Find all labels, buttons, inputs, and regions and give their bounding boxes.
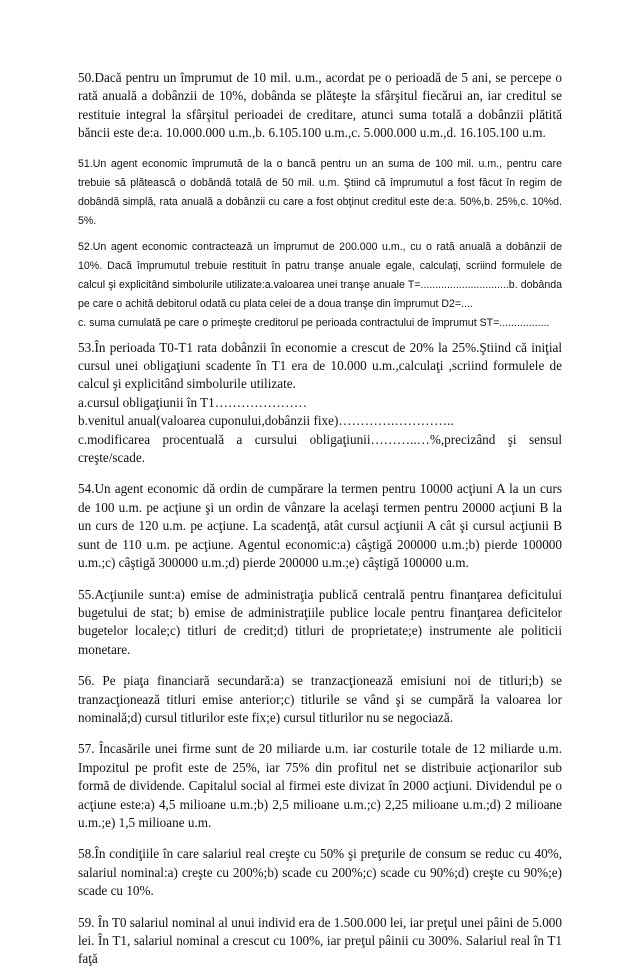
question-53-part-a: a.cursul obligaţiunii în T1………………… bbox=[78, 394, 308, 410]
question-52: 52.Un agent economic contractează un împrumut de 200.000 u.m., cu o rată anuală a dobânzii de 10%. Dacă împrumutul trebuie restituit în patru tranşe anuale egale, calculaţi, scriind formulele de calcul şi explicitând simbolurile utilizate:a.valoarea unei tranşe anuale T=..............................b. dobânda pe care o achită debitorul odată cu plata celei de a doua tranşe din împrumut D2=.... bbox=[78, 240, 562, 310]
question-56: 56. Pe piaţa financiară secundară:a) se tranzacţionează emisiuni noi de titluri;b) se tranzacţionează titluri emise anterior;c) titlurile se vând şi se cumpără la valoarea lor nominală;d) cursul titlurilor este fix;e) cursul titlurilor nu se negociază. bbox=[78, 673, 562, 725]
question-57: 57. Încasările unei firme sunt de 20 miliarde u.m. iar costurile totale de 12 miliarde u.m. Impozitul pe profit este de 25%, iar 75% din profitul net se distribuie acţionarilor sub formă de dividende. Capitalul social al firmei este divizat în 2000 acţiuni. Dividendul pe o acţiune este:a) 4,5 milioane u.m.;b) 2,5 milioane u.m.;c) 2,25 milioane u.m.;d) 2 milioane u.m.;e) 1,5 milioane u.m. bbox=[78, 741, 562, 830]
question-53-part-b: b.venitul anual(valoarea cuponului,dobânzii fixe)………….………….. bbox=[78, 413, 454, 429]
question-55: 55.Acţiunile sunt:a) emise de administraţia publică centrală pentru finanţarea deficitului bugetului de stat; b) emise de administraţiile publice locale pentru finanţarea deficitelor bugetelor locale;c) titluri de credit;d) titluri de proprietate;e) instrumente ale politicii monetare. bbox=[78, 586, 562, 657]
document-page bbox=[78, 69, 562, 969]
question-58: 58.În condiţiile în care salariul real creşte cu 50% şi preţurile de consum se reduc cu 40%, salariul nominal:a) creşte cu 200%;b) scade cu 200%;c) scade cu 90%;d) creşte cu 90%;e) scade cu 10%. bbox=[78, 846, 562, 899]
question-53-intro: 53.În perioada T0-T1 rata dobânzii în economie a crescut de 20% la 25%.Ştiind că iniţial cursul unei obligaţiuni scadente în T1 era de 10.000 u.m.,calculaţi ,scriind formulele de calcul şi explicitând simbolurile utilizate. bbox=[78, 339, 562, 392]
question-53 bbox=[78, 339, 562, 468]
question-50: 50.Dacă pentru un împrumut de 10 mil. u.m., acordat pe o perioadă de 5 ani, se percepe o rată anuală a dobânzii de 10%, dobânda se plăteşte la sfârşitul fiecărui an, iar creditul se restituie integral la sfârşitul perioadei de creditare, atunci suma totală a dobânzii plătită băncii este de:a. 10.000.000 u.m.,b. 6.105.100 u.m.,c. 5.000.000 u.m.,d. 16.105.100 u.m. bbox=[78, 70, 562, 141]
question-52-part-c: c. suma cumulată pe care o primeşte creditorul pe perioada contractului de împrumut ST=................. bbox=[78, 316, 550, 329]
question-51: 51.Un agent economic împrumută de la o bancă pentru un an suma de 100 mil. u.m., pentru care trebuie să plătească o dobândă totală de 50 mil. u.m. Ştiind că împrumutul a fost făcut în regim de dobândă simplă, rata anuală a dobânzii cu care a fost obţinut creditul este de:a. 50%,b. 25%,c. 10%d. 5%. bbox=[78, 157, 562, 227]
question-59: 59. În T0 salariul nominal al unui individ era de 1.500.000 lei, iar preţul unei pâini de 5.000 lei. În T1, salariul nominal a crescut cu 100%, iar preţul pâinii cu 300%. Salariul real în T1 faţă bbox=[78, 914, 562, 967]
question-54: 54.Un agent economic dă ordin de cumpărare la termen pentru 10000 acţiuni A la un curs de 100 u.m. pe acţiune şi un ordin de vânzare la acelaşi termen pentru 20000 acţiuni B la un curs de 120 u.m. pe acţiune. La scadenţă, atât cursul acţiunii A cât şi cursul acţiunii B sunt de 110 u.m. pe acţiune. Agentul economic:a) câştigă 200000 u.m.;b) pierde 100000 u.m.;c) câştigă 300000 u.m.;d) pierde 200000 u.m.;e) câştigă 100000 u.m. bbox=[78, 481, 562, 571]
question-53-part-c: c.modificarea procentuală a cursului obligaţiunii………..…%,precizând şi sensul creşte/scade. bbox=[78, 431, 562, 466]
